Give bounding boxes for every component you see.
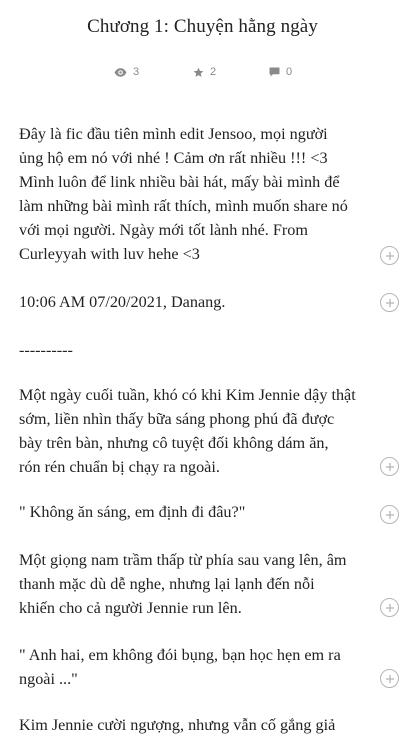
story-paragraph bbox=[19, 383, 374, 479]
paragraph-line: Mình luôn để link nhiều bài hát, mấy bài mình để bbox=[19, 173, 340, 191]
paragraph-line: Kim Jennie cười ngượng, nhưng vẫn cố gắng giả bbox=[19, 716, 336, 734]
chapter-title: Chương 1: Chuyện hằng ngày bbox=[87, 16, 318, 37]
paragraph-line: " Không ăn sáng, em định đi đâu?" bbox=[19, 503, 246, 521]
paragraph-line: " Anh hai, em không đói bụng, bạn học hẹn em ra bbox=[19, 646, 341, 664]
plus-circle-icon bbox=[385, 462, 395, 472]
paragraph-line: Curleyyah with luv hehe <3 bbox=[19, 245, 200, 263]
chapter-stats bbox=[0, 66, 405, 82]
paragraph-line: Một giọng nam trầm thấp từ phía sau vang lên, âm bbox=[19, 551, 347, 569]
paragraph-line: ngoài ..." bbox=[19, 670, 78, 688]
story-paragraph bbox=[19, 548, 374, 620]
paragraph-line: thanh mặc dù dễ nghe, nhưng lại lạnh đến nỗi bbox=[19, 575, 315, 593]
story-paragraph bbox=[19, 643, 374, 691]
views-stat bbox=[114, 66, 139, 78]
comments-count: 0 bbox=[286, 66, 293, 78]
plus-circle-icon bbox=[385, 510, 395, 520]
inline-comment-button[interactable] bbox=[380, 598, 399, 617]
inline-comment-button[interactable] bbox=[380, 246, 399, 265]
story-paragraph bbox=[19, 122, 374, 266]
paragraph-line: Đây là fic đầu tiên mình edit Jensoo, mọi người bbox=[19, 125, 328, 143]
paragraph-line: với mọi người. Ngày mới tốt lành nhé. From bbox=[19, 221, 308, 239]
paragraph-line: rón rén chuẩn bị chạy ra ngoài. bbox=[19, 458, 220, 476]
votes-stat bbox=[193, 66, 216, 78]
paragraph-line: 10:06 AM 07/20/2021, Danang. bbox=[19, 293, 226, 311]
paragraph-line: Một ngày cuối tuần, khó có khi Kim Jennie dậy thật bbox=[19, 386, 356, 404]
inline-comment-button[interactable] bbox=[380, 293, 399, 312]
views-count: 3 bbox=[133, 66, 140, 78]
plus-circle-icon bbox=[385, 298, 395, 308]
story-paragraph bbox=[19, 500, 374, 524]
comments-stat bbox=[269, 66, 292, 78]
eye-icon bbox=[114, 68, 127, 77]
paragraph-line: làm những bài mình rất thích, mình muốn share nó bbox=[19, 197, 348, 215]
paragraph-line: sớm, liền nhìn thấy bữa sáng phong phú đã được bbox=[19, 410, 335, 428]
story-paragraph bbox=[19, 290, 374, 314]
paragraph-line: khiến cho cả người Jennie run lên. bbox=[19, 599, 242, 617]
votes-count: 2 bbox=[210, 66, 217, 78]
inline-comment-button[interactable] bbox=[380, 505, 399, 524]
plus-circle-icon bbox=[385, 251, 395, 261]
inline-comment-button[interactable] bbox=[380, 669, 399, 688]
paragraph-line: ủng hộ em nó với nhé ! Cảm ơn rất nhiều !!! <3 bbox=[19, 149, 328, 167]
comment-bubble-icon bbox=[269, 67, 280, 77]
plus-circle-icon bbox=[385, 674, 395, 684]
paragraph-line: bày trên bàn, nhưng cô tuyệt đối không dám ăn, bbox=[19, 434, 329, 452]
story-paragraph bbox=[19, 713, 374, 737]
paragraph-line: ---------- bbox=[19, 341, 73, 359]
inline-comment-button[interactable] bbox=[380, 457, 399, 476]
star-icon bbox=[193, 67, 204, 78]
plus-circle-icon bbox=[385, 603, 395, 613]
story-paragraph bbox=[19, 338, 374, 362]
